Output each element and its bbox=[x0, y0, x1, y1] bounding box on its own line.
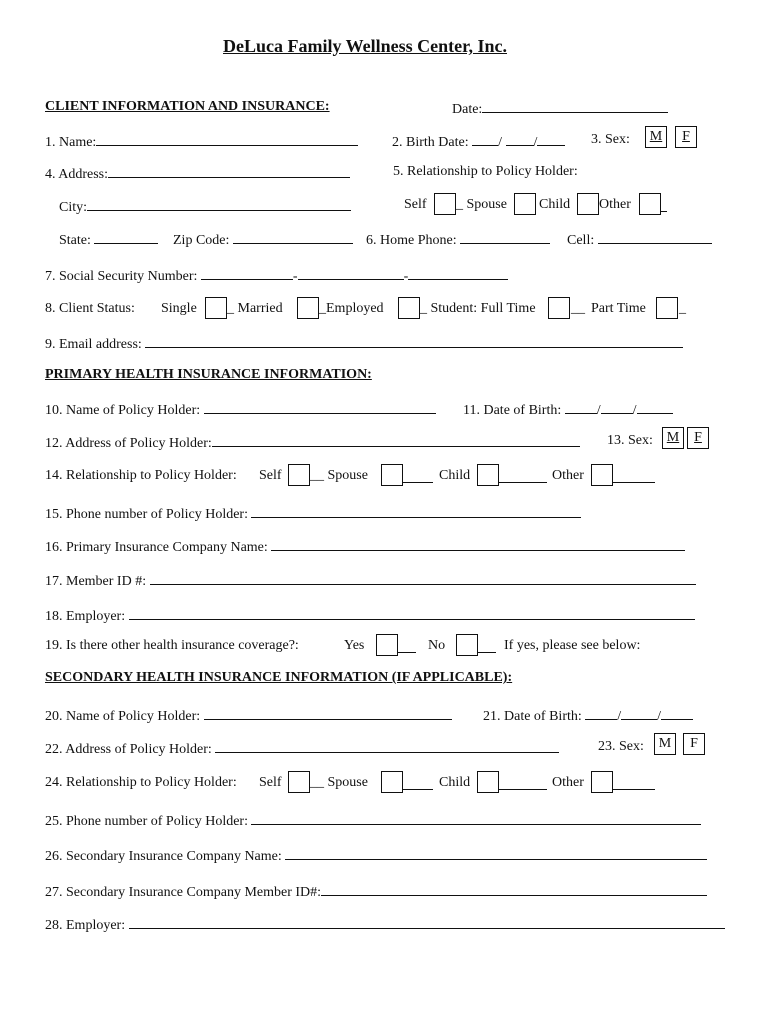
client-section-heading: CLIENT INFORMATION AND INSURANCE: bbox=[45, 99, 330, 114]
name-field[interactable] bbox=[96, 132, 358, 146]
rel-spouse-label: Spouse bbox=[466, 197, 507, 212]
primary-address-field[interactable] bbox=[212, 433, 580, 447]
primary-phone-field[interactable] bbox=[251, 504, 581, 518]
primary-relationship-label: 14. Relationship to Policy Holder: bbox=[45, 468, 237, 483]
state-field[interactable] bbox=[94, 230, 158, 244]
state-label: State: bbox=[59, 233, 91, 248]
status-single-box[interactable] bbox=[205, 297, 227, 319]
primary-employer-field[interactable] bbox=[129, 606, 695, 620]
ssn-label: 7. Social Security Number: bbox=[45, 269, 198, 284]
secondary-dob-year-field[interactable] bbox=[661, 706, 693, 720]
secondary-member-id-field[interactable] bbox=[321, 882, 707, 896]
primary-member-id-field[interactable] bbox=[150, 571, 696, 585]
secondary-address-label: 22. Address of Policy Holder: bbox=[45, 742, 212, 757]
email-label: 9. Email address: bbox=[45, 337, 142, 352]
secondary-sex-label: 23. Sex: bbox=[598, 739, 644, 754]
secondary-relationship-label: 24. Relationship to Policy Holder: bbox=[45, 775, 237, 790]
row-name-birth-sex: 1. Name: 2. Birth Date: / / 3. Sex: M F bbox=[45, 132, 745, 152]
primary-rel-child-label: Child bbox=[439, 468, 471, 483]
primary-section-heading: PRIMARY HEALTH INSURANCE INFORMATION: bbox=[45, 367, 372, 382]
address-label: 4. Address: bbox=[45, 167, 108, 182]
primary-policy-holder-field[interactable] bbox=[204, 400, 436, 414]
status-label: 8. Client Status: bbox=[45, 301, 135, 316]
secondary-rel-self-label: Self bbox=[259, 775, 282, 790]
email-field[interactable] bbox=[145, 334, 683, 348]
status-student-ft-label: Student: Full Time bbox=[430, 301, 536, 316]
rel-spouse-box[interactable] bbox=[514, 193, 536, 215]
birth-year-field[interactable] bbox=[537, 132, 565, 146]
secondary-rel-child-label: Child bbox=[439, 775, 471, 790]
primary-rel-other-label: Other bbox=[552, 468, 584, 483]
primary-rel-other-line bbox=[613, 468, 655, 483]
row-secondary-company bbox=[45, 846, 745, 866]
status-employed-box[interactable] bbox=[398, 297, 420, 319]
if-yes-label: If yes, please see below: bbox=[504, 638, 641, 653]
rel-other-box[interactable] bbox=[639, 193, 661, 215]
row-primary-phone bbox=[45, 504, 745, 524]
secondary-dob-day-field[interactable] bbox=[621, 706, 657, 720]
rel-child-label: Child bbox=[539, 197, 571, 212]
city-label: City: bbox=[59, 200, 88, 215]
rel-self-box[interactable] bbox=[434, 193, 456, 215]
secondary-rel-spouse-box[interactable] bbox=[381, 771, 403, 793]
row-state-zip-phone bbox=[45, 230, 745, 250]
primary-policy-holder-label: 10. Name of Policy Holder: bbox=[45, 403, 201, 418]
primary-employer-label: 18. Employer: bbox=[45, 609, 126, 624]
secondary-rel-other-line bbox=[613, 775, 655, 790]
status-student-ft-box[interactable] bbox=[548, 297, 570, 319]
secondary-policy-holder-label: 20. Name of Policy Holder: bbox=[45, 709, 201, 724]
row-client-status: 8. Client Status: Single _ Married _Employed _ Student: Full Time __ Part Time _ bbox=[45, 301, 745, 321]
row-secondary-employer bbox=[45, 915, 745, 935]
status-part-time-label: Part Time bbox=[591, 301, 646, 316]
city-field[interactable] bbox=[87, 197, 351, 211]
cell-field[interactable] bbox=[598, 230, 712, 244]
ssn-part3-field[interactable] bbox=[408, 266, 508, 280]
birth-date-label: 2. Birth Date: bbox=[392, 135, 469, 150]
secondary-rel-other-box[interactable] bbox=[591, 771, 613, 793]
secondary-member-id-label: 27. Secondary Insurance Company Member ID#: bbox=[45, 885, 322, 900]
cell-label: Cell: bbox=[567, 233, 595, 248]
primary-dob-day-field[interactable] bbox=[601, 400, 633, 414]
birth-month-field[interactable] bbox=[472, 132, 498, 146]
primary-member-id-label: 17. Member ID #: bbox=[45, 574, 147, 589]
row-address-relationship bbox=[45, 164, 745, 184]
secondary-company-label: 26. Secondary Insurance Company Name: bbox=[45, 849, 282, 864]
secondary-rel-spouse-label: Spouse bbox=[327, 775, 368, 790]
rel-self-label: Self bbox=[404, 197, 427, 212]
secondary-rel-child-box[interactable] bbox=[477, 771, 499, 793]
secondary-phone-label: 25. Phone number of Policy Holder: bbox=[45, 814, 248, 829]
date-field[interactable] bbox=[482, 99, 668, 113]
primary-rel-self-label: Self bbox=[259, 468, 282, 483]
rel-child-box[interactable] bbox=[577, 193, 599, 215]
primary-rel-other-box[interactable] bbox=[591, 464, 613, 486]
secondary-rel-child-line bbox=[499, 775, 547, 790]
home-phone-field[interactable] bbox=[460, 230, 550, 244]
primary-rel-spouse-box[interactable] bbox=[381, 464, 403, 486]
primary-rel-spouse-label: Spouse bbox=[327, 468, 368, 483]
status-employed-label: Employed bbox=[326, 301, 384, 316]
date-label: Date: bbox=[452, 102, 483, 117]
coverage-yes-label: Yes bbox=[344, 638, 365, 653]
birth-day-field[interactable] bbox=[506, 132, 534, 146]
secondary-rel-self-box[interactable] bbox=[288, 771, 310, 793]
primary-dob-label: 11. Date of Birth: bbox=[463, 403, 562, 418]
secondary-rel-other-label: Other bbox=[552, 775, 584, 790]
rel-other-label: Other bbox=[599, 197, 631, 212]
row-primary-employer bbox=[45, 606, 745, 626]
secondary-sex-m-box[interactable]: M bbox=[654, 733, 676, 755]
name-label: 1. Name: bbox=[45, 135, 97, 150]
status-married-label: Married bbox=[237, 301, 283, 316]
row-primary-policy-holder: 10. Name of Policy Holder: 11. Date of Birth: / / bbox=[45, 400, 745, 420]
primary-company-label: 16. Primary Insurance Company Name: bbox=[45, 540, 268, 555]
primary-sex-f-box[interactable]: F bbox=[687, 427, 709, 449]
primary-rel-spouse-line bbox=[403, 468, 433, 483]
client-sex-f-box[interactable]: F bbox=[675, 126, 697, 148]
relationship-label: 5. Relationship to Policy Holder: bbox=[393, 164, 578, 179]
row-email bbox=[45, 334, 745, 354]
secondary-section-heading: SECONDARY HEALTH INSURANCE INFORMATION (IF APPLICABLE): bbox=[45, 670, 513, 685]
row-city-relationship-boxes: City: Self _ Spouse Child Other bbox=[45, 197, 745, 217]
row-other-coverage bbox=[45, 638, 745, 658]
primary-phone-label: 15. Phone number of Policy Holder: bbox=[45, 507, 248, 522]
secondary-address-field[interactable] bbox=[215, 739, 559, 753]
coverage-no-box[interactable] bbox=[456, 634, 478, 656]
home-phone-label: 6. Home Phone: bbox=[366, 233, 457, 248]
secondary-dob-label: 21. Date of Birth: bbox=[483, 709, 582, 724]
row-secondary-member-id bbox=[45, 882, 745, 902]
row-secondary-relationship: 24. Relationship to Policy Holder: Self __ Spouse Child Other bbox=[45, 775, 745, 795]
primary-dob-year-field[interactable] bbox=[637, 400, 673, 414]
row-secondary-policy-holder: 20. Name of Policy Holder: 21. Date of Birth: / / bbox=[45, 706, 745, 726]
date-row bbox=[452, 99, 668, 119]
client-sex-m-box[interactable]: M bbox=[645, 126, 667, 148]
primary-sex-label: 13. Sex: bbox=[607, 433, 653, 448]
secondary-rel-spouse-line bbox=[403, 775, 433, 790]
form-title: DeLuca Family Wellness Center, Inc. bbox=[223, 36, 507, 56]
secondary-employer-label: 28. Employer: bbox=[45, 918, 126, 933]
status-single-label: Single bbox=[161, 301, 197, 316]
sex-label: 3. Sex: bbox=[591, 132, 630, 147]
secondary-employer-field[interactable] bbox=[129, 915, 725, 929]
row-primary-relationship: 14. Relationship to Policy Holder: Self __ Spouse Child Other bbox=[45, 468, 745, 488]
primary-dob-month-field[interactable] bbox=[565, 400, 597, 414]
coverage-yes-box[interactable] bbox=[376, 634, 398, 656]
ssn-part2-field[interactable] bbox=[298, 266, 404, 280]
secondary-company-field[interactable] bbox=[285, 846, 707, 860]
zip-label: Zip Code: bbox=[173, 233, 230, 248]
primary-rel-self-box[interactable] bbox=[288, 464, 310, 486]
row-ssn: 7. Social Security Number: - - bbox=[45, 266, 745, 286]
status-part-time-box[interactable] bbox=[656, 297, 678, 319]
primary-rel-child-line bbox=[499, 468, 547, 483]
other-coverage-label: 19. Is there other health insurance coverage?: bbox=[45, 638, 299, 653]
ssn-part1-field[interactable] bbox=[201, 266, 293, 280]
row-secondary-address bbox=[45, 736, 745, 759]
rel-other-line bbox=[661, 197, 667, 212]
primary-rel-child-box[interactable] bbox=[477, 464, 499, 486]
status-married-box[interactable] bbox=[297, 297, 319, 319]
secondary-policy-holder-field[interactable] bbox=[204, 706, 452, 720]
coverage-no-line bbox=[478, 638, 496, 653]
coverage-yes-line bbox=[398, 638, 416, 653]
primary-company-field[interactable] bbox=[271, 537, 685, 551]
primary-address-label: 12. Address of Policy Holder: bbox=[45, 436, 212, 451]
row-primary-company bbox=[45, 537, 745, 557]
address-field[interactable] bbox=[108, 164, 350, 178]
secondary-sex-f-box[interactable]: F bbox=[683, 733, 705, 755]
row-primary-address bbox=[45, 430, 745, 453]
row-primary-member-id bbox=[45, 571, 745, 591]
primary-sex-m-box[interactable]: M bbox=[662, 427, 684, 449]
secondary-dob-month-field[interactable] bbox=[585, 706, 617, 720]
secondary-phone-field[interactable] bbox=[251, 811, 701, 825]
row-secondary-phone bbox=[45, 811, 745, 831]
zip-field[interactable] bbox=[233, 230, 353, 244]
coverage-no-label: No bbox=[428, 638, 446, 653]
